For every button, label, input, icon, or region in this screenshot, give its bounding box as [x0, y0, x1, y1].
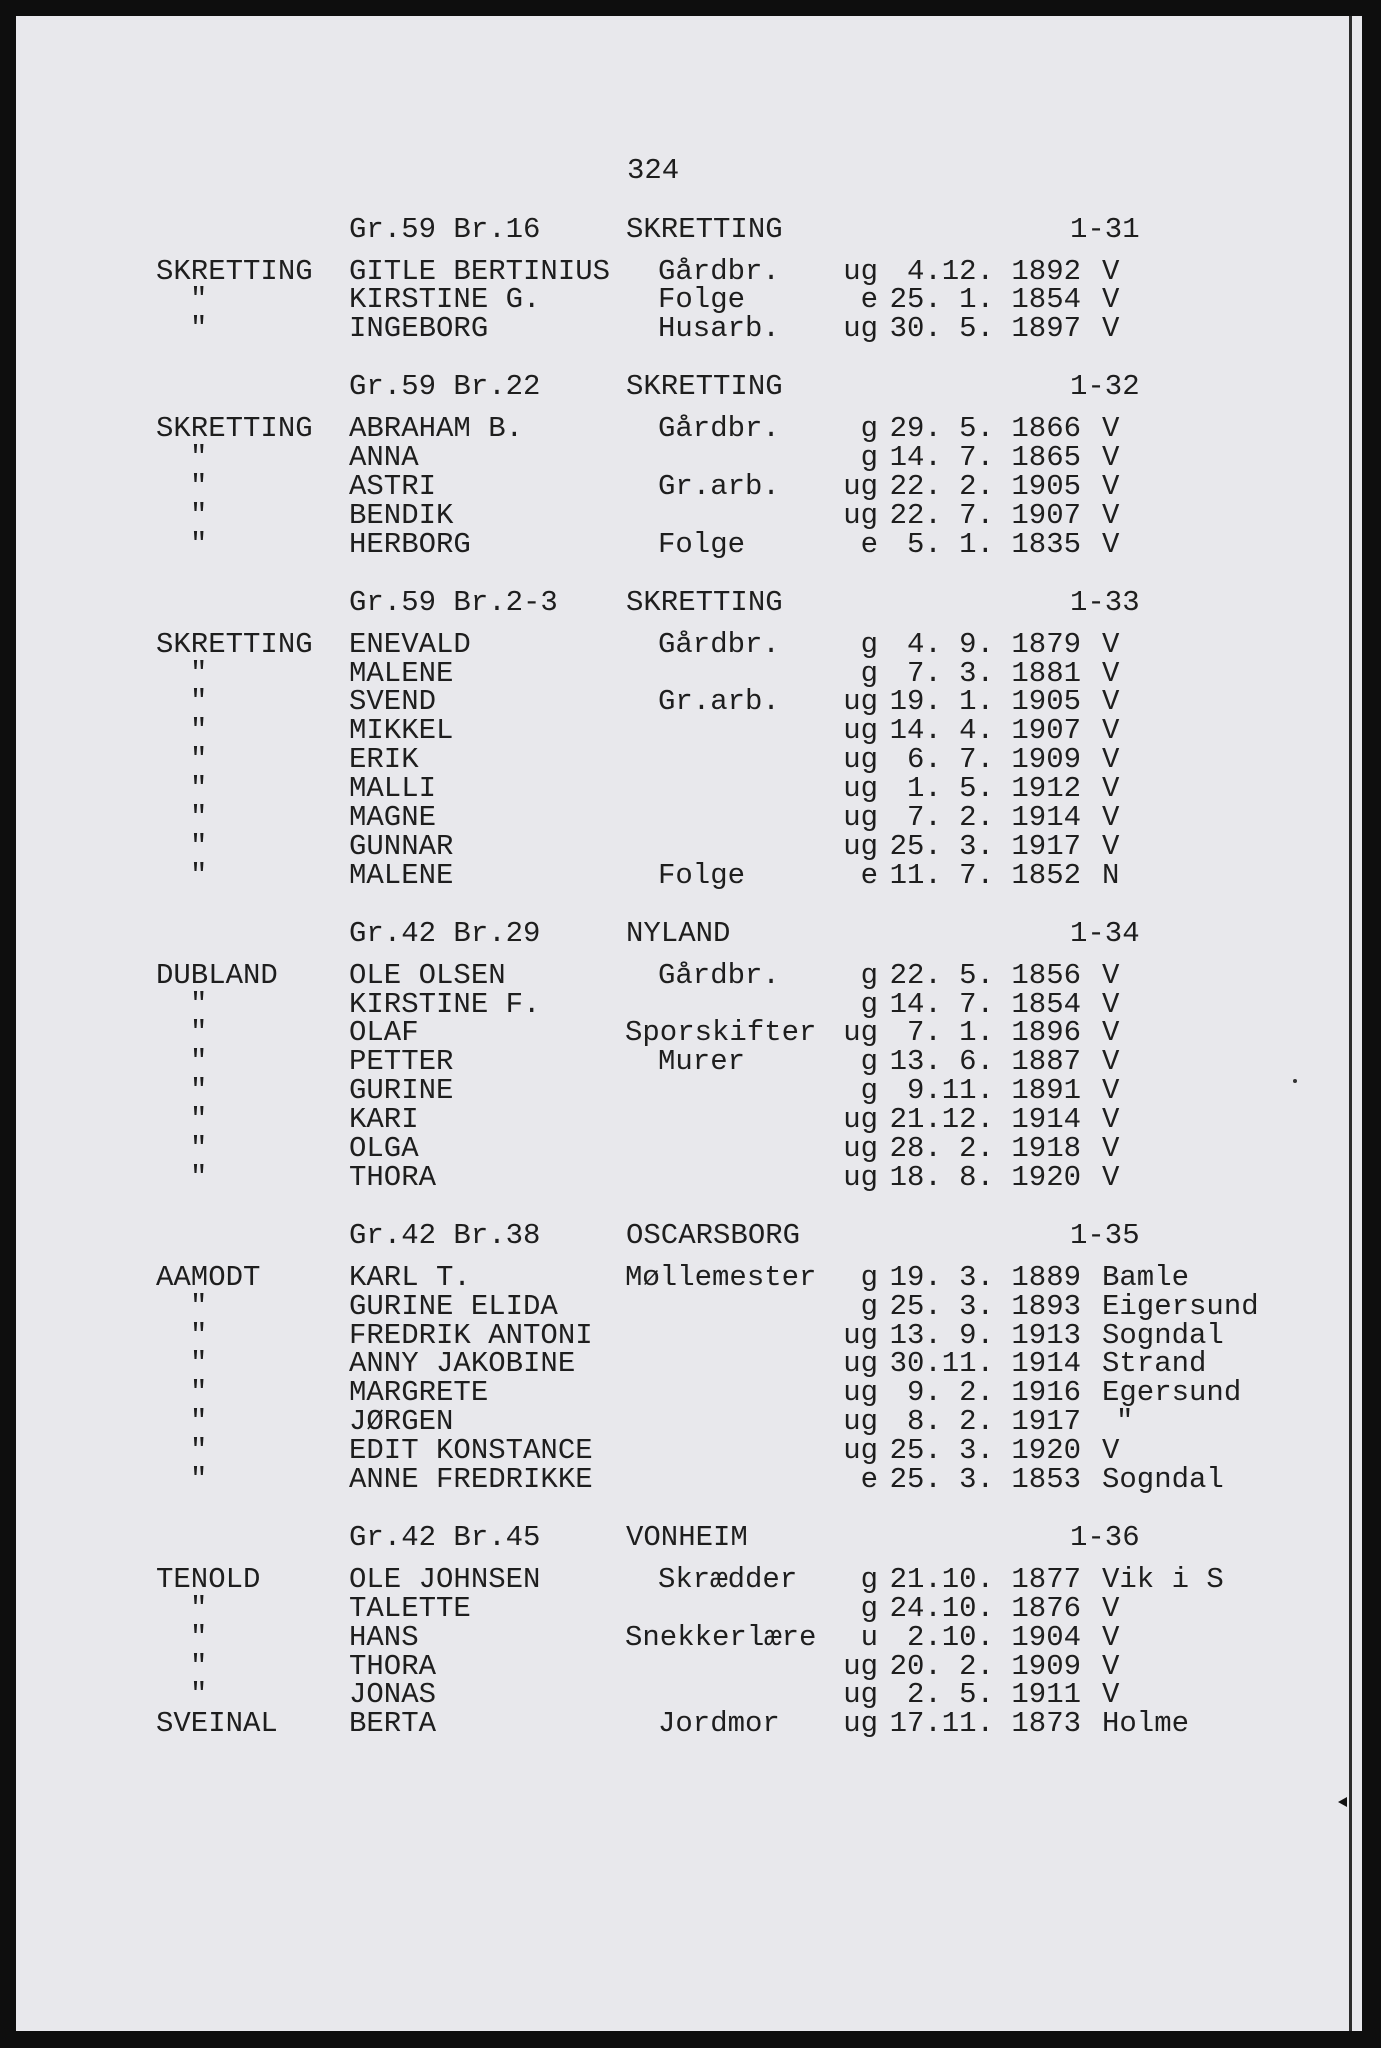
marital-status: g [860, 627, 878, 661]
birthplace: V [1102, 1074, 1120, 1108]
given-name: THORA [349, 1160, 437, 1194]
birth-date: 29. 5. 1866 [889, 412, 1081, 446]
register-section [0, 1218, 1381, 1496]
given-name: ANNE FREDRIKKE [349, 1463, 593, 1496]
birthplace: Egersund [1102, 1376, 1242, 1410]
person-row [0, 1591, 1381, 1625]
surname-ditto-mark: " [190, 1434, 208, 1468]
birth-date: 30. 5. 1897 [889, 312, 1081, 346]
person-row [0, 1160, 1381, 1194]
birthplace: V [1102, 1131, 1120, 1165]
person-row [0, 1347, 1381, 1381]
given-name: JØRGEN [349, 1405, 454, 1439]
register-section [0, 212, 1381, 346]
scan-edge-mark [1338, 1797, 1347, 1807]
birthplace: V [1102, 1160, 1120, 1194]
person-row [0, 1131, 1381, 1165]
birth-date: 6. 7. 1909 [906, 743, 1081, 777]
marital-status: e [860, 283, 878, 317]
marital-status: g [860, 1260, 878, 1294]
person-row [0, 743, 1381, 777]
birth-date: 2.10. 1904 [906, 1620, 1081, 1654]
marital-status: ug [843, 1405, 878, 1439]
birthplace: V [1102, 1649, 1120, 1683]
person-row [0, 656, 1381, 690]
birth-date: 21.10. 1877 [889, 1562, 1081, 1596]
given-name: HANS [349, 1620, 419, 1654]
farm-name: OSCARSBORG [626, 1218, 801, 1252]
person-row [0, 527, 1381, 561]
given-name: OLGA [349, 1131, 419, 1165]
given-name: MAGNE [349, 800, 437, 834]
marital-status: ug [843, 1434, 878, 1468]
surname-ditto-mark: " [190, 1405, 208, 1439]
birth-date: 9.11. 1891 [906, 1074, 1081, 1108]
given-name: KARI [349, 1103, 419, 1137]
surname: SKRETTING [156, 254, 313, 288]
given-name: ANNA [349, 441, 419, 475]
given-name: ABRAHAM B. [349, 412, 524, 446]
surname-ditto-mark: " [190, 656, 208, 690]
surname-ditto-mark: " [190, 1463, 208, 1496]
given-name: KIRSTINE G. [349, 283, 541, 317]
birth-date: 22. 5. 1856 [889, 958, 1081, 992]
farm-name: SKRETTING [626, 585, 783, 619]
person-row [0, 987, 1381, 1021]
surname-ditto-mark: " [190, 312, 208, 346]
surname-ditto-mark: " [190, 283, 208, 317]
given-name: GUNNAR [349, 829, 454, 863]
birthplace: Sogndal [1102, 1318, 1224, 1352]
marital-status: ug [843, 469, 878, 503]
birth-date: 14. 7. 1854 [889, 987, 1081, 1021]
surname-ditto-mark: " [190, 498, 208, 532]
birthplace: V [1102, 958, 1120, 992]
marital-status: e [860, 527, 878, 561]
birth-date: 4. 9. 1879 [906, 627, 1081, 661]
marital-status: g [860, 1591, 878, 1625]
person-row [0, 498, 1381, 532]
marital-status: ug [843, 1707, 878, 1741]
marital-status: ug [843, 254, 878, 288]
occupation: Sporskifter [625, 1016, 817, 1050]
marital-status: ug [843, 312, 878, 346]
section-header [0, 1520, 1381, 1566]
marital-status: u [860, 1620, 878, 1654]
birthplace: V [1102, 627, 1120, 661]
birthplace: Sogndal [1102, 1463, 1224, 1496]
birth-date: 7. 3. 1881 [906, 656, 1081, 690]
marital-status: g [860, 1289, 878, 1323]
given-name: OLAF [349, 1016, 419, 1050]
surname-ditto-mark: " [190, 685, 208, 719]
given-name: MALENE [349, 858, 454, 892]
gnr-bnr-reference: Gr.42 Br.29 [349, 916, 541, 950]
person-row [0, 1260, 1381, 1294]
birth-date: 2. 5. 1911 [906, 1678, 1081, 1712]
birthplace: Bamle [1102, 1260, 1190, 1294]
given-name: TALETTE [349, 1591, 471, 1625]
gnr-bnr-reference: Gr.42 Br.45 [349, 1520, 541, 1554]
gnr-bnr-reference: Gr.59 Br.16 [349, 212, 541, 246]
register-section [0, 372, 1381, 559]
surname-ditto-mark: " [190, 858, 208, 892]
given-name: GURINE [349, 1074, 454, 1108]
surname-ditto-mark: " [190, 1318, 208, 1352]
surname-ditto-mark: " [190, 1649, 208, 1683]
surname: AAMODT [156, 1260, 261, 1294]
birthplace: V [1102, 772, 1120, 806]
surname-ditto-mark: " [190, 987, 208, 1021]
birth-date: 1. 5. 1912 [906, 772, 1081, 806]
given-name: SVEND [349, 685, 437, 719]
person-row [0, 1045, 1381, 1079]
birth-date: 19. 1. 1905 [889, 685, 1081, 719]
marital-status: ug [843, 1678, 878, 1712]
surname-ditto-mark: " [190, 527, 208, 561]
section-code: 1-33 [1070, 585, 1140, 619]
birth-date: 30.11. 1914 [889, 1347, 1081, 1381]
birth-date: 21.12. 1914 [889, 1103, 1081, 1137]
occupation: Snekkerlære [625, 1620, 817, 1654]
given-name: THORA [349, 1649, 437, 1683]
person-row [0, 1707, 1381, 1741]
birth-date: 22. 2. 1905 [889, 469, 1081, 503]
person-row [0, 283, 1381, 317]
person-row [0, 412, 1381, 446]
birthplace: V [1102, 283, 1120, 317]
occupation: Gr.arb. [658, 685, 780, 719]
surname-ditto-mark: " [190, 1074, 208, 1108]
birth-date: 14. 7. 1865 [889, 441, 1081, 475]
birth-date: 25. 3. 1853 [889, 1463, 1081, 1496]
birthplace: V [1102, 1620, 1120, 1654]
marital-status: ug [843, 1016, 878, 1050]
marital-status: e [860, 858, 878, 892]
marital-status: g [860, 987, 878, 1021]
occupation: Folge [658, 283, 746, 317]
marital-status: g [860, 1074, 878, 1108]
birth-date: 11. 7. 1852 [889, 858, 1081, 892]
birthplace-ditto-mark: " [1116, 1405, 1134, 1439]
gnr-bnr-reference: Gr.42 Br.38 [349, 1218, 541, 1252]
marital-status: g [860, 1562, 878, 1596]
birthplace: V [1102, 1016, 1120, 1050]
gnr-bnr-reference: Gr.59 Br.22 [349, 370, 541, 404]
birthplace: V [1102, 800, 1120, 834]
marital-status: g [860, 656, 878, 690]
section-code: 1-36 [1070, 1520, 1140, 1554]
person-row [0, 441, 1381, 475]
person-row [0, 469, 1381, 503]
person-row [0, 1434, 1381, 1468]
marital-status: ug [843, 714, 878, 748]
surname: SKRETTING [156, 412, 313, 446]
given-name: PETTER [349, 1045, 454, 1079]
birth-date: 14. 4. 1907 [889, 714, 1081, 748]
marital-status: ug [843, 800, 878, 834]
gnr-bnr-reference: Gr.59 Br.2-3 [349, 585, 558, 619]
person-row [0, 714, 1381, 748]
person-row [0, 1562, 1381, 1596]
person-row [0, 1678, 1381, 1712]
page-number: 324 [627, 154, 680, 187]
occupation: Murer [658, 1045, 746, 1079]
birth-date: 13. 9. 1913 [889, 1318, 1081, 1352]
birthplace: V [1102, 1103, 1120, 1137]
birth-date: 25. 3. 1893 [889, 1289, 1081, 1323]
birthplace: V [1102, 498, 1120, 532]
occupation: Folge [658, 858, 746, 892]
person-row [0, 1649, 1381, 1683]
person-row [0, 1463, 1381, 1496]
person-row [0, 312, 1381, 346]
surname-ditto-mark: " [190, 1591, 208, 1625]
surname-ditto-mark: " [190, 829, 208, 863]
given-name: MALENE [349, 656, 454, 690]
surname-ditto-mark: " [190, 1289, 208, 1323]
birthplace: V [1102, 656, 1120, 690]
birth-date: 18. 8. 1920 [889, 1160, 1081, 1194]
marital-status: e [860, 1463, 878, 1496]
birth-date: 19. 3. 1889 [889, 1260, 1081, 1294]
marital-status: ug [843, 1376, 878, 1410]
birthplace: Eigersund [1102, 1289, 1259, 1323]
section-header [0, 585, 1381, 631]
occupation: Gårdbr. [658, 958, 780, 992]
given-name: MIKKEL [349, 714, 454, 748]
occupation: Jordmor [658, 1707, 780, 1741]
surname: SKRETTING [156, 627, 313, 661]
person-row [0, 1318, 1381, 1352]
given-name: MARGRETE [349, 1376, 489, 1410]
birthplace: V [1102, 1591, 1120, 1625]
given-name: FREDRIK ANTONI [349, 1318, 593, 1352]
occupation: Husarb. [658, 312, 780, 346]
birthplace: V [1102, 829, 1120, 863]
birth-date: 25. 3. 1917 [889, 829, 1081, 863]
register-section [0, 916, 1381, 1194]
given-name: ANNY JAKOBINE [349, 1347, 576, 1381]
register-section [0, 1520, 1381, 1741]
birthplace: V [1102, 412, 1120, 446]
given-name: GURINE ELIDA [349, 1289, 558, 1323]
given-name: ERIK [349, 743, 419, 777]
occupation: Gårdbr. [658, 627, 780, 661]
given-name: ASTRI [349, 469, 437, 503]
birth-date: 22. 7. 1907 [889, 498, 1081, 532]
marital-status: ug [843, 1318, 878, 1352]
birthplace: V [1102, 254, 1120, 288]
surname-ditto-mark: " [190, 441, 208, 475]
marital-status: ug [843, 829, 878, 863]
marital-status: g [860, 412, 878, 446]
section-code: 1-31 [1070, 212, 1140, 246]
person-row [0, 858, 1381, 892]
birth-date: 25. 3. 1920 [889, 1434, 1081, 1468]
given-name: ENEVALD [349, 627, 471, 661]
person-row [0, 772, 1381, 806]
given-name: JONAS [349, 1678, 437, 1712]
surname-ditto-mark: " [190, 1160, 208, 1194]
surname-ditto-mark: " [190, 1016, 208, 1050]
given-name: GITLE BERTINIUS [349, 254, 611, 288]
birthplace: V [1102, 743, 1120, 777]
surname: DUBLAND [156, 958, 278, 992]
person-row [0, 1405, 1381, 1439]
person-row [0, 1620, 1381, 1654]
birth-date: 5. 1. 1835 [906, 527, 1081, 561]
birth-date: 8. 2. 1917 [906, 1405, 1081, 1439]
marital-status: ug [843, 1103, 878, 1137]
given-name: MALLI [349, 772, 437, 806]
birth-date: 28. 2. 1918 [889, 1131, 1081, 1165]
birth-date: 25. 1. 1854 [889, 283, 1081, 317]
occupation: Gr.arb. [658, 469, 780, 503]
surname: SVEINAL [156, 1707, 278, 1741]
person-row [0, 685, 1381, 719]
marital-status: ug [843, 1160, 878, 1194]
person-row [0, 1103, 1381, 1137]
given-name: BENDIK [349, 498, 454, 532]
farm-name: VONHEIM [626, 1520, 748, 1554]
person-row [0, 800, 1381, 834]
birthplace: Vik i S [1102, 1562, 1224, 1596]
occupation: Gårdbr. [658, 412, 780, 446]
marital-status: ug [843, 1649, 878, 1683]
surname-ditto-mark: " [190, 800, 208, 834]
given-name: KARL T. [349, 1260, 471, 1294]
surname-ditto-mark: " [190, 469, 208, 503]
birthplace: N [1102, 858, 1120, 892]
section-code: 1-34 [1070, 916, 1140, 950]
marital-status: g [860, 958, 878, 992]
person-row [0, 1376, 1381, 1410]
surname-ditto-mark: " [190, 1347, 208, 1381]
surname-ditto-mark: " [190, 1376, 208, 1410]
marital-status: ug [843, 1347, 878, 1381]
occupation: Gårdbr. [658, 254, 780, 288]
surname-ditto-mark: " [190, 1045, 208, 1079]
birthplace: V [1102, 469, 1120, 503]
birthplace: Holme [1102, 1707, 1190, 1741]
surname-ditto-mark: " [190, 1103, 208, 1137]
birthplace: V [1102, 441, 1120, 475]
birthplace: Strand [1102, 1347, 1207, 1381]
marital-status: ug [843, 743, 878, 777]
birthplace: V [1102, 714, 1120, 748]
given-name: OLE OLSEN [349, 958, 506, 992]
person-row [0, 829, 1381, 863]
marital-status: g [860, 1045, 878, 1079]
person-row [0, 1016, 1381, 1050]
given-name: EDIT KONSTANCE [349, 1434, 593, 1468]
birthplace: V [1102, 527, 1120, 561]
birthplace: V [1102, 1045, 1120, 1079]
birthplace: V [1102, 987, 1120, 1021]
person-row [0, 958, 1381, 992]
birthplace: V [1102, 1434, 1120, 1468]
birthplace: V [1102, 1678, 1120, 1712]
birth-date: 7. 2. 1914 [906, 800, 1081, 834]
given-name: KIRSTINE F. [349, 987, 541, 1021]
birth-date: 4.12. 1892 [906, 254, 1081, 288]
surname-ditto-mark: " [190, 772, 208, 806]
given-name: INGEBORG [349, 312, 489, 346]
marital-status: g [860, 441, 878, 475]
section-header [0, 212, 1381, 258]
section-code: 1-35 [1070, 1218, 1140, 1252]
birth-date: 9. 2. 1916 [906, 1376, 1081, 1410]
given-name: OLE JOHNSEN [349, 1562, 541, 1596]
marital-status: ug [843, 498, 878, 532]
person-row [0, 1289, 1381, 1323]
birth-date: 13. 6. 1887 [889, 1045, 1081, 1079]
given-name: HERBORG [349, 527, 471, 561]
birth-date: 7. 1. 1896 [906, 1016, 1081, 1050]
surname-ditto-mark: " [190, 1620, 208, 1654]
occupation: Skrædder [658, 1562, 798, 1596]
birth-date: 24.10. 1876 [889, 1591, 1081, 1625]
census-register [0, 212, 1381, 1768]
person-row [0, 627, 1381, 661]
section-header [0, 372, 1381, 415]
surname: TENOLD [156, 1562, 261, 1596]
surname-ditto-mark: " [190, 743, 208, 777]
birthplace: V [1102, 312, 1120, 346]
marital-status: ug [843, 1131, 878, 1165]
surname-ditto-mark: " [190, 714, 208, 748]
given-name: BERTA [349, 1707, 437, 1741]
farm-name: NYLAND [626, 916, 731, 950]
occupation: Møllemester [625, 1260, 817, 1294]
surname-ditto-mark: " [190, 1678, 208, 1712]
surname-ditto-mark: " [190, 1131, 208, 1165]
birthplace: V [1102, 685, 1120, 719]
birth-date: 17.11. 1873 [889, 1707, 1081, 1741]
section-header [0, 1218, 1381, 1264]
marital-status: ug [843, 685, 878, 719]
person-row [0, 254, 1381, 288]
birth-date: 20. 2. 1909 [889, 1649, 1081, 1683]
person-row [0, 1074, 1381, 1108]
register-section [0, 585, 1381, 892]
section-code: 1-32 [1070, 370, 1140, 404]
section-header [0, 916, 1381, 962]
farm-name: SKRETTING [626, 212, 783, 246]
farm-name: SKRETTING [626, 370, 783, 404]
occupation: Folge [658, 527, 746, 561]
marital-status: ug [843, 772, 878, 806]
